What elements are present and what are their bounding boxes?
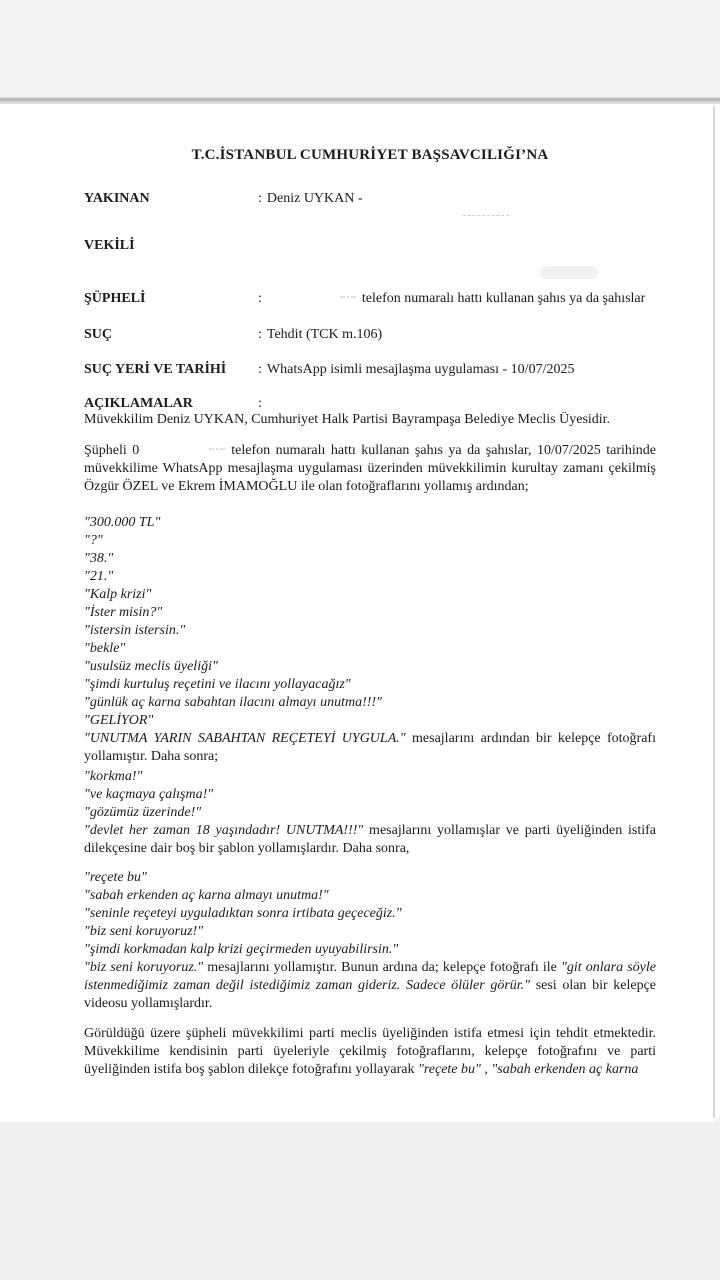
field-label-vekili: VEKİLİ	[84, 238, 135, 253]
field-label-suc-yeri: SUÇ YERİ VE TARİHİ	[84, 362, 227, 377]
intro-line-text: Müvekkilim Deniz UYKAN, Cumhuriyet Halk Partisi Bayrampaşa Belediye Meclis Üyesidir.	[84, 412, 611, 427]
field-label-yakinan: YAKINAN	[84, 191, 150, 206]
quoted-message: "biz seni koruyoruz!"	[84, 924, 204, 939]
field-colon: :	[258, 327, 262, 342]
quoted-message: "ve kaçmaya çalışma!"	[84, 787, 214, 802]
page-edge-shadow	[713, 106, 715, 1118]
document-page	[0, 104, 720, 1122]
paragraph-text: ,	[480, 1062, 492, 1077]
paragraph-mixed-a	[84, 730, 656, 766]
paragraph-text: Şüpheli 0	[84, 443, 140, 458]
quoted-message: "istersin istersin."	[84, 623, 186, 638]
quoted-message-inline: "git onlara söyle istenmediğimiz zaman değil istediğimiz zaman gideriz. Sadece ölüler görür."	[84, 960, 657, 993]
field-colon: :	[258, 291, 262, 306]
page-fold-edge	[0, 97, 720, 104]
field-label-supheli: ŞÜPHELİ	[84, 291, 146, 306]
quoted-message: "İster misin?"	[84, 605, 163, 620]
field-value-suc: Tehdit (TCK m.106)	[266, 327, 383, 342]
quoted-message-inline: "UNUTMA YARIN SABAHTAN REÇETEYİ UYGULA."	[84, 731, 406, 746]
field-row-suc-yeri	[84, 361, 674, 379]
photo-backdrop-top	[0, 0, 720, 97]
quoted-message-inline: "reçete bu"	[417, 1062, 481, 1077]
paragraph-suspect-intro	[84, 442, 656, 496]
redaction-smudge	[540, 266, 598, 279]
redaction-smudge	[463, 215, 509, 220]
paragraph-text: sesi olan bir kelepçe videosu yollamışlardır.	[84, 978, 657, 1011]
document-title: T.C.İSTANBUL CUMHURİYET BAŞSAVCILIĞI’NA	[191, 147, 549, 163]
photo-backdrop-bottom	[0, 1122, 720, 1280]
field-value-suc-yeri: WhatsApp isimli mesajlaşma uygulaması - 10/07/2025	[266, 362, 575, 377]
quoted-message: "şimdi korkmadan kalp krizi geçirmeden uyuyabilirsin."	[84, 942, 399, 957]
field-row-vekili	[84, 237, 674, 255]
quoted-message: "günlük aç karna sabahtan ilacını almayı unutma!!!"	[84, 695, 382, 710]
quoted-message: "GELİYOR"	[84, 713, 154, 728]
redacted-phone-number	[267, 300, 362, 302]
intro-line	[84, 411, 674, 429]
paragraph-text: mesajlarını yollamışlar ve parti üyeliğinden istifa dilekçesine dair boş bir şablon yollamışlardır. Daha sonra,	[84, 823, 656, 856]
quoted-message: "şimdi kurtuluş reçetini ve ilacını yollayacağız"	[84, 677, 351, 692]
paragraph-text: mesajlarını yollamıştır. Bunun ardına da; kelepçe fotoğrafı ile	[203, 960, 561, 975]
field-value-supheli: telefon numaralı hattı kullanan şahıs ya da şahıslar	[361, 291, 646, 306]
field-row-supheli	[84, 290, 674, 308]
quoted-message-inline: "sabah erkenden aç karna	[491, 1062, 639, 1077]
paragraph-mixed-b	[84, 822, 656, 858]
field-colon: :	[258, 191, 262, 206]
quoted-message: "korkma!"	[84, 769, 143, 784]
quoted-message: "21."	[84, 569, 114, 584]
field-value-yakinan: Deniz UYKAN -	[266, 191, 363, 206]
field-colon: :	[258, 396, 262, 411]
field-row-suc	[84, 326, 674, 344]
paragraph-text: telefon numaralı hattı kullanan şahıs ya da şahıslar, 10/07/2025 tarihinde müvekkilime WhatsApp mesajlaşma uygulaması üzerinden müvekkilimin kurultay zamanı çekilmiş Özgür ÖZEL ve Ekrem İMAMOĞLU ile olan fotoğraflarını yollamış ardından;	[84, 443, 656, 494]
quoted-message: "usulsüz meclis üyeliği"	[84, 659, 218, 674]
field-colon: :	[258, 362, 262, 377]
field-label-aciklamalar: AÇIKLAMALAR	[84, 396, 193, 411]
quoted-message-inline: "biz seni koruyoruz."	[84, 960, 204, 975]
quoted-message-inline: "devlet her zaman 18 yaşındadır! UNUTMA!!!"	[84, 823, 364, 838]
quoted-message: "reçete bu"	[84, 870, 147, 885]
paragraph-mixed-c	[84, 959, 656, 1013]
quoted-message: "38."	[84, 551, 114, 566]
quoted-message: "seninle reçeteyi uyguladıktan sonra irtibata geçeceğiz."	[84, 906, 402, 921]
quoted-message: "300.000 TL"	[84, 515, 161, 530]
field-label-suc: SUÇ	[84, 327, 113, 342]
quoted-message: "sabah erkenden aç karna almayı unutma!"	[84, 888, 329, 903]
paragraph-conclusion	[84, 1025, 656, 1079]
field-row-yakinan	[84, 190, 674, 208]
quoted-message: "gözümüz üzerinde!"	[84, 805, 202, 820]
paragraph-text: mesajlarını ardından bir kelepçe fotoğrafı yollamıştır. Daha sonra;	[84, 731, 656, 764]
redacted-phone-number	[139, 452, 231, 454]
paragraph-text: Görüldüğü üzere şüpheli müvekkilimi parti meclis üyeliğinden istifa etmesi için tehdit etmektedir. Müvekkilime kendisinin parti üyeleriyle çekilmiş fotoğraflarını, kelepçe fotoğrafını ve parti üyeliğinden istifa boş şablon dilekçe fotoğrafını yollayarak	[84, 1026, 656, 1077]
quoted-message: "?"	[84, 533, 103, 548]
quoted-message: "Kalp krizi"	[84, 587, 152, 602]
quoted-message: "bekle"	[84, 641, 126, 656]
